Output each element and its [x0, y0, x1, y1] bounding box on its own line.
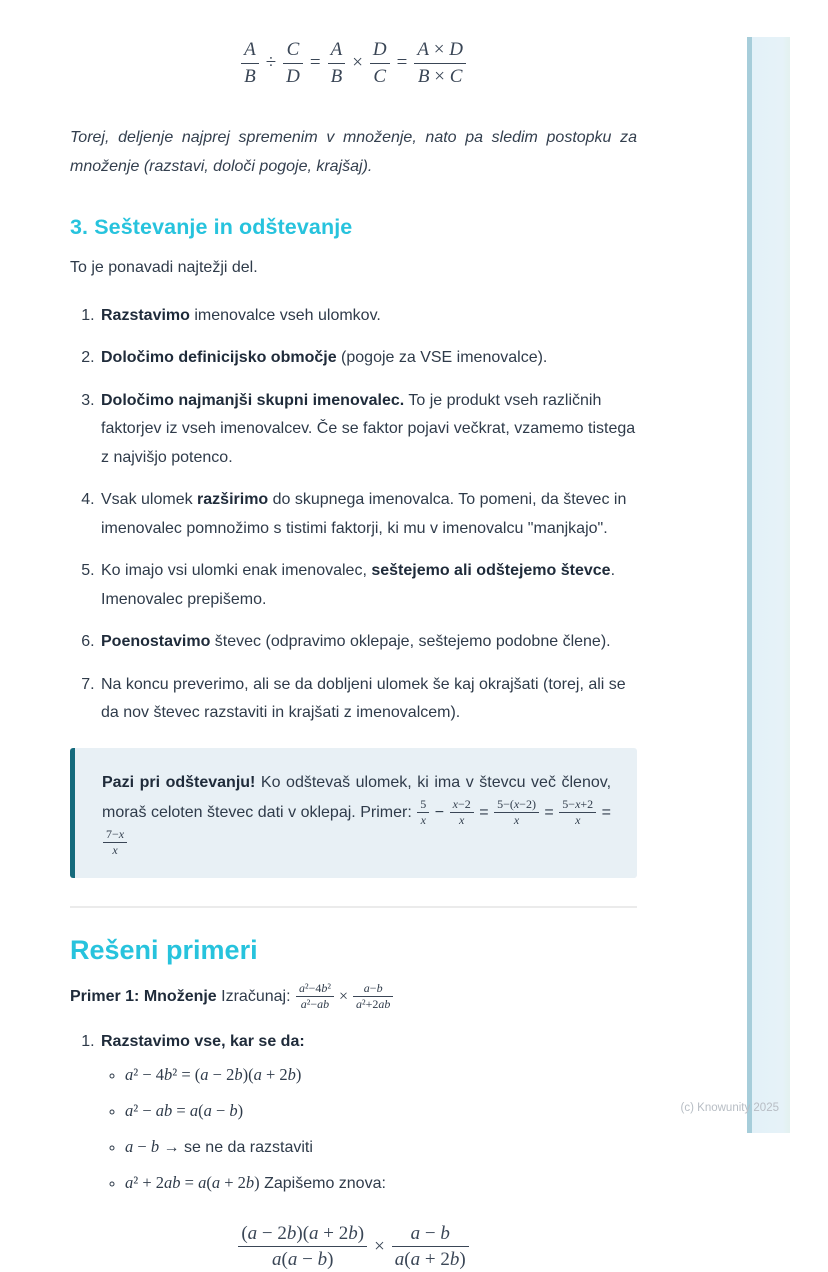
- rewritten-expression-formula: $\frac{(a - 2b)(a + 2b)}{a(a - b)}$ × $\frac{a - b}{a(a + 2b)}$: [70, 1222, 637, 1272]
- solved-examples-heading: Rešeni primeri: [70, 935, 637, 966]
- fraction: $\frac{a - b}{a(a + 2b)}$: [392, 1222, 469, 1272]
- list-item: 3. Določimo najmanjši skupni imenovalec. To je produkt vseh različnih faktorjev iz vseh imenovalcev. Če se faktor pojavi večkrat, vzamemo tistega z najvišjo potenco.: [99, 387, 637, 473]
- fraction: $\frac{a-b}{\text{a²+2ab}}$: [353, 982, 393, 1010]
- list-item: ◦ a² − 4b² = (a − 2b)(a + 2b): [125, 1064, 637, 1086]
- warning-callout: [70, 748, 637, 878]
- list-item: 2. Določimo definicijsko območje (pogoje za VSE imenovalce).: [99, 344, 637, 373]
- example-1-steps-list: [70, 1030, 637, 1194]
- list-item: 4. Vsak ulomek razširimo do skupnega imenovalca. To pomeni, da števec in imenovalec pomnožimo s tistimi faktorji, ki mu v imenovalcu "manjkajo".: [99, 486, 637, 543]
- fraction: $\frac{x-2}{x}$: [450, 798, 474, 826]
- fraction: $\frac{A}{B}$: [328, 38, 346, 89]
- section-divider: [70, 906, 637, 908]
- list-item: 1. Razstavimo imenovalce vseh ulomkov.: [99, 302, 637, 331]
- list-item: ◦ a² − ab = a(a − b): [125, 1100, 637, 1122]
- fraction: $\frac{(a - 2b)(a + 2b)}{a(a - b)}$: [238, 1222, 367, 1272]
- procedure-steps-list: [70, 302, 637, 728]
- example-1-step-1: [99, 1030, 637, 1194]
- warning-callout-text: Pazi pri odštevanju! Ko odštevaš ulomek, ki ima v števcu več členov, moraš celoten števec dati v oklepaj. Primer: $\frac{5}{x}$ − $\frac{x-2}{x}$ = $\frac{5-(x-2)}{x}$ = $\frac{5-x+2}{x}$ = $\frac{7-x}{x}$: [102, 768, 611, 858]
- section-lead-text: To je ponavadi najtežji del.: [70, 259, 637, 277]
- list-item: 5. Ko imajo vsi ulomki enak imenovalec, seštejemo ali odštejemo števce. Imenovalec prepišemo.: [99, 557, 637, 614]
- section-heading-addition-subtraction: 3. Seštevanje in odštevanje: [70, 215, 637, 240]
- fraction: $\frac{A \times D}{B \times C}$: [414, 38, 466, 89]
- page-edge-accent-bar: [747, 37, 790, 1133]
- fraction: $\frac{5}{x}$: [417, 798, 429, 826]
- intro-paragraph: Torej, deljenje najprej spremenim v množenje, nato pa sledim postopku za množenje (razstavi, določi pogoje, krajšaj).: [70, 123, 637, 181]
- fraction: $\frac{C}{D}$: [283, 38, 303, 89]
- list-item: 7. Na koncu preverimo, ali se da dobljeni ulomek še kaj okrajšati (torej, ali se da nov števec razstaviti in krajšati z imenovalcem).: [99, 671, 637, 728]
- fraction: $\frac{D}{C}$: [370, 38, 390, 89]
- document-page: [70, 0, 637, 1272]
- fraction: $\frac{A}{B}$: [241, 38, 259, 89]
- list-item: ◦ a² + 2ab = a(a + 2b) Zapišemo znova:: [125, 1172, 637, 1194]
- list-item: ◦ a − b → se ne da razstaviti: [125, 1136, 637, 1158]
- example-1-statement: Primer 1: Množenje Izračunaj: $\frac{\text{a²−4b²}}{\text{a²−ab}}$ × $\frac{a-b}{\text{a²+2ab}}$: [70, 982, 637, 1012]
- fraction: $\frac{7-x}{x}$: [103, 828, 127, 856]
- example-1-step-1-label: Razstavimo vse, kar se da:: [101, 1033, 305, 1050]
- list-item: 6. Poenostavimo števec (odpravimo oklepaje, seštejemo podobne člene).: [99, 628, 637, 657]
- fraction: $\frac{5-x+2}{x}$: [559, 798, 596, 826]
- fraction: $\frac{\text{a²−4b²}}{\text{a²−ab}}$: [296, 982, 334, 1010]
- copyright-footer: (c) Knowunity 2025: [681, 1102, 779, 1114]
- division-rule-formula: $\frac{A}{B}$ ÷ $\frac{C}{D}$ = $\frac{A}{B}$ × $\frac{D}{C}$ = $\frac{A \times D}{B \times C}$: [70, 38, 637, 89]
- factorization-bullet-list: [101, 1064, 637, 1194]
- fraction: $\frac{5-(x-2)}{x}$: [494, 798, 539, 826]
